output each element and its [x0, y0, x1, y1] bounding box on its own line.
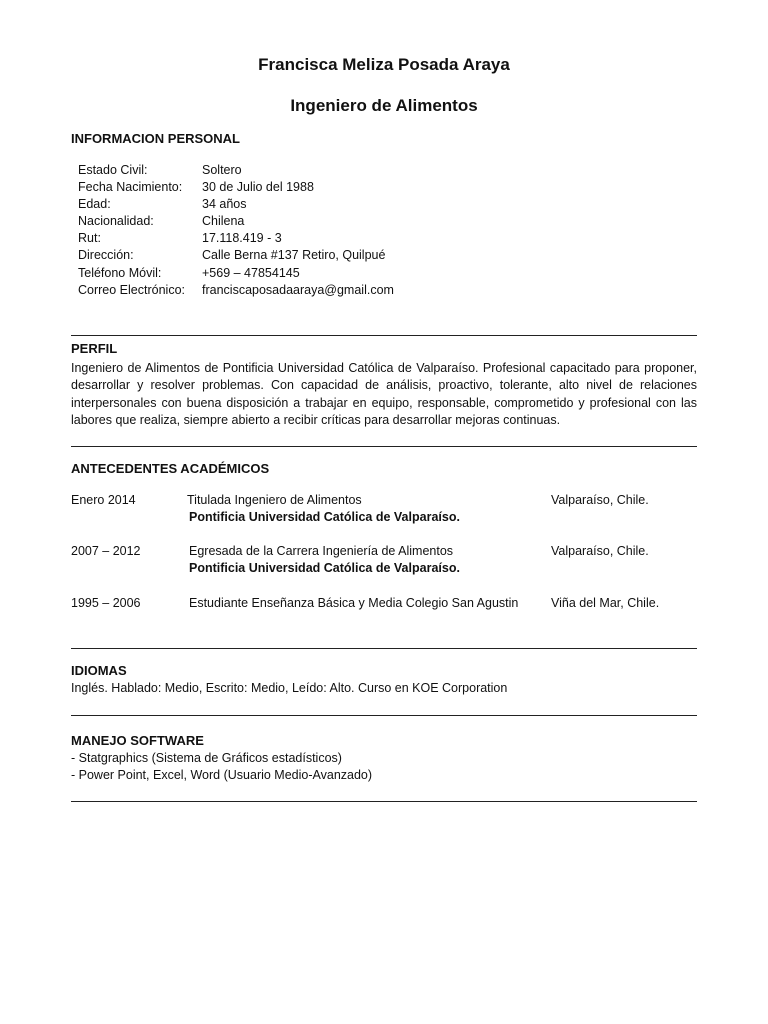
education-institution: Pontificia Universidad Católica de Valparaíso.: [189, 510, 460, 524]
software-item: - Statgraphics (Sistema de Gráficos estadísticos): [71, 751, 342, 765]
info-value: 34 años: [202, 197, 247, 212]
profile-paragraph: Ingeniero de Alimentos de Pontificia Universidad Católica de Valparaíso. Profesional capacitado para proponer, desarrollar y resolver problemas. Con capacidad de análisis, proactivo, tolerante, alto nivel de relaciones interpersonales con buena disposición a trabajar en equipo, responsable, comprometido y profesional con las labores que realiza, siempre abierto a recibir críticas para desarrollar mejoras continuas.: [71, 361, 697, 428]
info-row: [78, 283, 394, 300]
info-row: [78, 180, 394, 197]
section-heading-academic: ANTECEDENTES ACADÉMICOS: [71, 461, 270, 476]
info-label: Fecha Nacimiento:: [78, 180, 183, 195]
languages-text: Inglés. Hablado: Medio, Escrito: Medio, Leído: Alto. Curso en KOE Corporation: [71, 681, 508, 695]
info-value: 17.118.419 - 3: [202, 231, 282, 246]
info-label: Estado Civil:: [78, 163, 148, 177]
info-label: Correo Electrónico:: [78, 282, 185, 297]
info-label: Nacionalidad:: [78, 214, 154, 229]
section-divider: [71, 446, 697, 447]
info-row: [78, 214, 394, 231]
education-place: Valparaíso, Chile.: [551, 493, 649, 507]
section-heading-personal: INFORMACION PERSONAL: [71, 131, 240, 146]
info-value: 30 de Julio del 1988: [202, 180, 314, 195]
education-date: Enero 2014: [71, 493, 136, 507]
candidate-name: Francisca Meliza Posada Araya: [258, 55, 510, 74]
personal-info-table: [78, 163, 394, 300]
info-label: Edad:: [78, 197, 111, 212]
education-place: Viña del Mar, Chile.: [551, 596, 660, 610]
education-date: 1995 – 2006: [71, 596, 141, 610]
info-row: [78, 266, 394, 283]
info-value: +569 – 47854145: [202, 265, 300, 280]
education-description: Titulada Ingeniero de Alimentos: [187, 493, 362, 507]
education-date: 2007 – 2012: [71, 544, 141, 558]
section-heading-software: MANEJO SOFTWARE: [71, 733, 204, 748]
section-divider: [71, 335, 697, 336]
info-value: Soltero: [202, 163, 242, 177]
section-heading-profile: PERFIL: [71, 341, 118, 356]
education-institution: Pontificia Universidad Católica de Valparaíso.: [189, 561, 460, 575]
info-label: Rut:: [78, 231, 101, 246]
email-value: franciscaposadaaraya@gmail.com: [202, 282, 394, 297]
info-row: [78, 248, 394, 265]
education-description: Egresada de la Carrera Ingeniería de Alimentos: [189, 544, 454, 558]
section-divider: [71, 801, 697, 802]
info-row: [78, 197, 394, 214]
section-divider: [71, 648, 697, 649]
info-value: Calle Berna #137 Retiro, Quilpué: [202, 248, 386, 263]
info-label: Dirección:: [78, 248, 134, 263]
info-value: Chilena: [202, 214, 245, 229]
section-divider: [71, 715, 697, 716]
info-row: [78, 163, 394, 180]
candidate-role: Ingeniero de Alimentos: [290, 96, 478, 115]
info-row: [78, 231, 394, 248]
info-label: Teléfono Móvil:: [78, 265, 162, 280]
software-item: - Power Point, Excel, Word (Usuario Medio-Avanzado): [71, 768, 373, 782]
education-place: Valparaíso, Chile.: [551, 544, 649, 558]
education-description: Estudiante Enseñanza Básica y Media Colegio San Agustin: [189, 596, 519, 610]
section-heading-languages: IDIOMAS: [71, 663, 127, 678]
